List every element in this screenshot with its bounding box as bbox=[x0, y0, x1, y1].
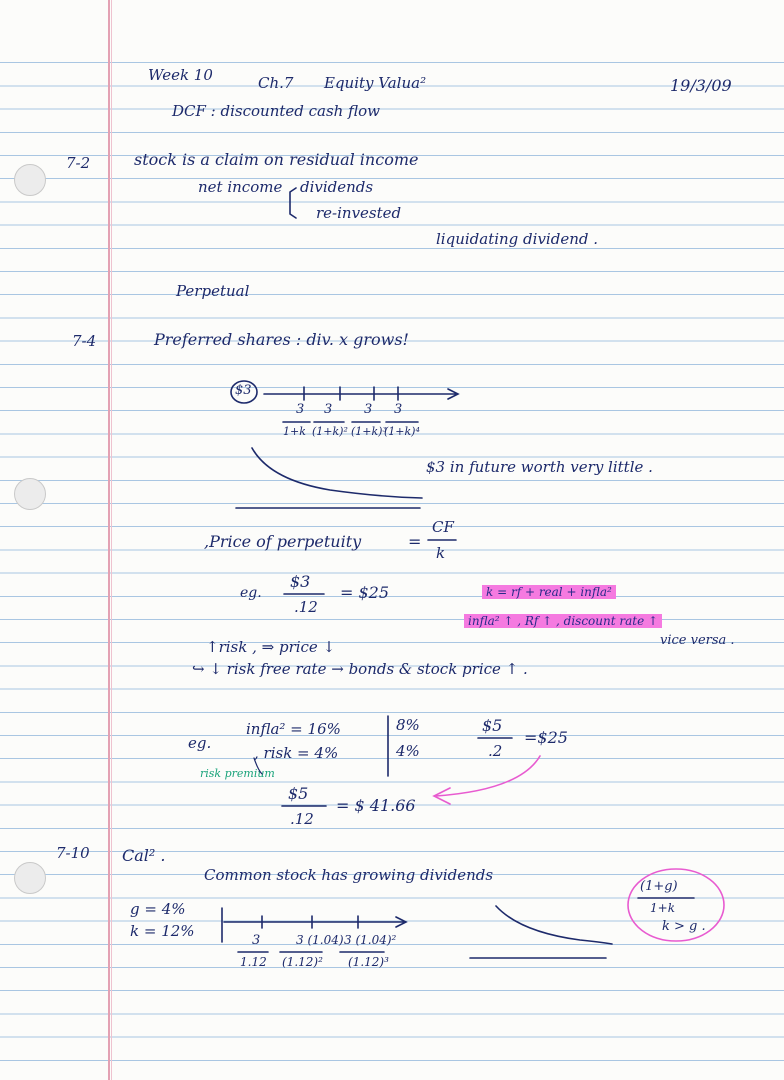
date-label: 19/3/09 bbox=[670, 76, 732, 95]
dividends-text: dividends bbox=[300, 178, 374, 196]
common-numerator-1: 3 bbox=[252, 933, 261, 948]
frac5-result: =$25 bbox=[524, 728, 568, 747]
timeline-7-4 bbox=[264, 389, 458, 399]
preferred-line: Preferred shares : div. x grows! bbox=[154, 330, 409, 349]
frac41-result: = $ 41.66 bbox=[336, 796, 416, 815]
timeline-numerator-2: 3 bbox=[324, 402, 333, 417]
common-denominator-1: 1.12 bbox=[240, 955, 267, 969]
frac5-denominator: .2 bbox=[488, 742, 503, 760]
net-income-text: net income bbox=[198, 178, 283, 196]
discount-rate-k: k = 12% bbox=[130, 922, 195, 940]
example-1-denominator: .12 bbox=[294, 598, 318, 616]
section-7-10: 7-10 bbox=[56, 844, 90, 862]
timeline-start-value: $3 bbox=[235, 383, 252, 398]
timeline-denominator-4: (1+k)⁴ bbox=[384, 425, 420, 438]
cf-numerator: CF bbox=[432, 518, 454, 536]
riskfree-line: ↪ ↓ risk free rate → bonds & stock price ↑ . bbox=[192, 660, 528, 678]
future-worth-line: $3 in future worth very little . bbox=[426, 458, 653, 476]
inflation-up-highlight: infla² ↑ , Rf ↑ , discount rate ↑ bbox=[464, 614, 662, 628]
risk-bracket bbox=[254, 758, 262, 774]
risk-premium-note: risk premium bbox=[200, 767, 275, 780]
chapter-label: Ch.7 bbox=[258, 74, 294, 92]
common-stock-line: Common stock has growing dividends bbox=[204, 866, 494, 884]
risk-4-text: , risk = 4% bbox=[254, 744, 339, 762]
circle-numerator: (1+g) bbox=[640, 879, 678, 894]
cf-denominator: k bbox=[436, 544, 446, 562]
frac5-numerator: $5 bbox=[482, 716, 503, 735]
pink-circle bbox=[628, 869, 724, 941]
growth-curve bbox=[496, 906, 612, 944]
frac41-denominator: .12 bbox=[290, 810, 314, 828]
inflation-16-text: infla² = 16% bbox=[246, 720, 341, 738]
frac41-numerator: $5 bbox=[288, 784, 309, 803]
pct-8-text: 8% bbox=[396, 716, 420, 734]
example-1-numerator: $3 bbox=[290, 572, 311, 591]
common-numerator-3: 3 (1.04)² bbox=[344, 933, 397, 947]
common-denominator-2: (1.12)² bbox=[282, 955, 323, 969]
section-7-2: 7-2 bbox=[66, 154, 91, 172]
circle-denominator: 1+k bbox=[650, 901, 675, 915]
cal-label: Cal² . bbox=[122, 846, 166, 865]
section-7-4: 7-4 bbox=[72, 332, 97, 350]
timeline-numerator-3: 3 bbox=[364, 402, 373, 417]
risk-price-line: ↑risk , ⇒ price ↓ bbox=[206, 638, 336, 656]
pink-arrow bbox=[434, 756, 540, 804]
common-denominator-3: (1.12)³ bbox=[348, 955, 389, 969]
timeline-denominator-2: (1+k)² bbox=[312, 425, 348, 438]
growth-rate-g: g = 4% bbox=[130, 900, 186, 918]
timeline-denominator-3: (1+k)³ bbox=[351, 425, 387, 438]
timeline-denominator-1: 1+k bbox=[283, 425, 306, 438]
timeline-numerator-4: 3 bbox=[394, 402, 403, 417]
price-perpetuity-label: ,Price of perpetuity bbox=[204, 532, 362, 551]
liquidating-text: liquidating dividend . bbox=[436, 230, 599, 248]
example-2-label: eg. bbox=[188, 734, 212, 752]
dcf-line: DCF : discounted cash flow bbox=[172, 102, 380, 120]
decay-curve bbox=[252, 448, 422, 498]
k-formula-highlight: k = rf + real + infla² bbox=[482, 585, 616, 599]
timeline-numerator-1: 3 bbox=[296, 402, 305, 417]
example-1-label: eg. bbox=[240, 585, 262, 601]
net-income-bracket bbox=[290, 188, 296, 218]
timeline-7-10 bbox=[224, 917, 406, 927]
reinvested-text: re-invested bbox=[316, 204, 402, 222]
perpetual-text: Perpetual bbox=[176, 282, 250, 300]
common-numerator-2: 3 (1.04) bbox=[296, 933, 344, 947]
example-1-result: = $25 bbox=[340, 583, 390, 602]
week-label: Week 10 bbox=[148, 66, 213, 84]
start-circle bbox=[231, 381, 257, 403]
circle-condition: k > g . bbox=[662, 919, 706, 934]
vice-versa-text: vice versa . bbox=[660, 633, 735, 648]
topic-label: Equity Valua² bbox=[324, 74, 427, 92]
pct-4-text: 4% bbox=[396, 742, 420, 760]
price-perpetuity-equals: = bbox=[408, 532, 422, 551]
stock-claim-line: stock is a claim on residual income bbox=[134, 150, 419, 169]
